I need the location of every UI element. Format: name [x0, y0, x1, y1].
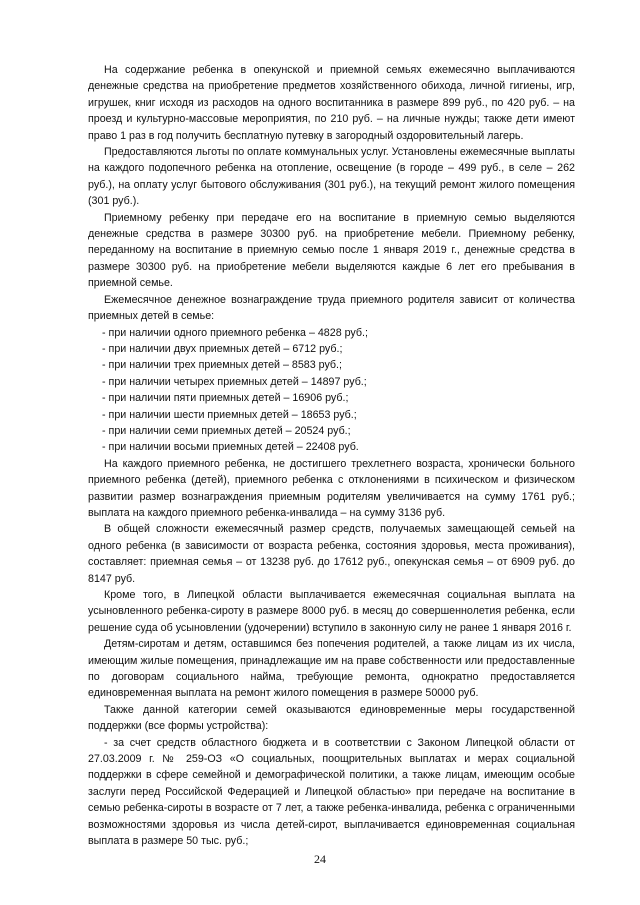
- list-item: - при наличии шести приемных детей – 18653 руб.;: [102, 408, 357, 421]
- paragraph-one-time-support: Также данной категории семей оказываются единовременные меры государственной поддержки (все формы устройства):: [88, 703, 575, 733]
- paragraph-reward-increase: На каждого приемного ребенка, не достигшего трехлетнего возраста, хронически больного приемного ребенка (детей), приемного ребенка с отклонениями в психическом и физическом развитии размер вознаграждения приемным родителям увеличивается на сумму 1761 руб.; выплата на каждого приемного ребенка-инвалида – на сумму 3136 руб.: [88, 457, 575, 519]
- paragraph-regional-law-payment: - за счет средств областного бюджета и в соответствии с Законом Липецкой области от 27.03.2009 г. № 259-ОЗ «О социальных, поощрительных выплатах и мерах социальной поддержки в сфере семейной и демографической политики, а также лицам, имеющим особые заслуги перед Российской Федерацией и Липецкой областью» при передаче на воспитание в семью ребенка-сироты в возрасте от 7 лет, а также ребенка-инвалида, ребенка с ограниченными возможностями здоровья из числа детей-сирот, выплачивается единовременная социальная выплата в размере 50 тыс. руб.;: [88, 736, 575, 848]
- paragraph-housing-repair-payment: Детям-сиротам и детям, оставшимся без попечения родителей, а также лицам из их числа, имеющим жилые помещения, принадлежащие им на праве собственности или предоставленные по договорам социального найма, требующие ремонта, однократно предоставляется единовременная выплата на ремонт жилого помещения в размере 50000 руб.: [88, 638, 575, 700]
- list-item: - при наличии четырех приемных детей – 14897 руб.;: [102, 375, 367, 388]
- list-item: - при наличии восьми приемных детей – 22408 руб.: [102, 441, 359, 454]
- list-item: - при наличии двух приемных детей – 6712 руб.;: [102, 342, 343, 355]
- paragraph-foster-parent-reward: Ежемесячное денежное вознаграждение труда приемного родителя зависит от количества приемных детей в семье:: [88, 293, 575, 323]
- list-item: - при наличии трех приемных детей – 8583 руб.;: [102, 359, 342, 372]
- paragraph-furniture-funds: Приемному ребенку при передаче его на воспитание в приемную семью выделяются денежные средства в размере 30300 руб. на приобретение мебели. Приемному ребенку, переданному на воспитание в приемную семью после 1 января 2019 г., денежные средства в размере 30300 руб. на приобретение мебели выделяются каждые 6 лет его пребывания в приемной семье.: [88, 211, 575, 290]
- list-item: - при наличии семи приемных детей – 20524 руб.;: [102, 424, 351, 437]
- page-body: [88, 62, 575, 850]
- paragraph-adoption-payment: Кроме того, в Липецкой области выплачивается ежемесячная социальная выплата на усыновленного ребенка-сироту в размере 8000 руб. в месяц до совершеннолетия ребенка, если решение суда об усыновлении (удочерении) вступило в законную силу не ранее 1 января 2016 г.: [88, 589, 575, 634]
- list-item: - при наличии пяти приемных детей – 16906 руб.;: [102, 392, 349, 405]
- paragraph-child-support-payments: На содержание ребенка в опекунской и приемной семьях ежемесячно выплачиваются денежные средства на приобретение предметов хозяйственного обихода, личной гигиены, игр, игрушек, книг исходя из расходов на одного воспитанника в размере 899 руб., по 420 руб. – на проезд и культурно-массовые мероприятия, по 210 руб. – на личные нужды; также дети имеют право 1 раз в год получить бесплатную путевку в загородный оздоровительный лагерь.: [88, 64, 575, 142]
- page-number: 24: [314, 852, 326, 866]
- list-item: - при наличии одного приемного ребенка – 4828 руб.;: [102, 326, 368, 339]
- paragraph-total-monthly-amount: В общей сложности ежемесячный размер средств, получаемых замещающей семьей на одного ребенка (в зависимости от возраста ребенка, состояния здоровья, места проживания), составляет: приемная семья – от 13238 руб. до 17612 руб., опекунская семья – от 6909 руб. до 8147 руб.: [88, 523, 575, 585]
- paragraph-utility-benefits: Предоставляются льготы по оплате коммунальных услуг. Установлены ежемесячные выплаты на каждого подопечного ребенка на отопление, освещение (в городе – 499 руб., в селе – 262 руб.), на оплату услуг бытового обслуживания (301 руб.), на текущий ремонт жилого помещения (301 руб.).: [88, 146, 575, 208]
